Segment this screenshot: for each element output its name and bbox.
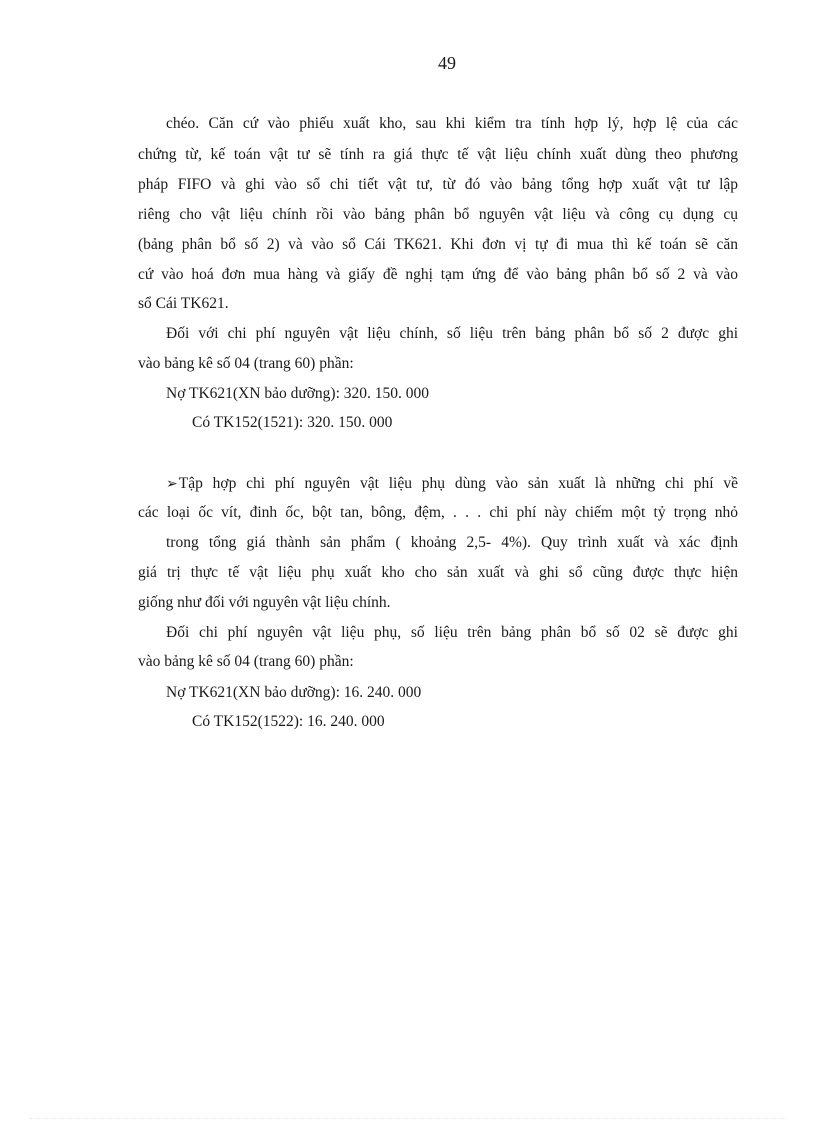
paragraph-line: vào bảng kê số 04 (trang 60) phần: bbox=[138, 355, 354, 372]
paragraph-line: Đối với chi phí nguyên vật liệu chính, số liệu trên bảng phân bổ số 2 được ghi bbox=[166, 325, 738, 342]
page-number: 49 bbox=[438, 53, 456, 73]
bullet-line bbox=[166, 474, 738, 495]
paragraph-line: giá trị thực tế vật liệu phụ xuất kho cho sản xuất và ghi sổ cũng được thực hiện bbox=[138, 564, 738, 581]
paragraph-line: các loại ốc vít, đinh ốc, bột tan, bông, đệm, . . . chi phí này chiếm một tỷ trọng nhỏ bbox=[138, 504, 738, 521]
arrow-bullet-icon: ➢ bbox=[166, 477, 178, 492]
paragraph-line: vào bảng kê số 04 (trang 60) phần: bbox=[138, 653, 354, 670]
paragraph-line: riêng cho vật liệu chính rồi vào bảng phân bổ nguyên vật liệu và công cụ dụng cụ bbox=[138, 206, 738, 223]
paragraph-line: trong tổng giá thành sản phẩm ( khoảng 2,5- 4%). Quy trình xuất và xác định bbox=[166, 534, 738, 551]
paragraph-line: giống như đối với nguyên vật liệu chính. bbox=[138, 594, 391, 611]
paragraph-line: Đối chi phí nguyên vật liệu phụ, số liệu trên bảng phân bổ số 02 sẽ được ghi bbox=[166, 624, 738, 641]
paragraph-line: cứ vào hoá đơn mua hàng và giấy đề nghị tạm ứng để vào bảng phân bổ số 2 và vào bbox=[138, 266, 738, 283]
page-bottom-border bbox=[30, 1118, 786, 1119]
paragraph-line: pháp FIFO và ghi vào sổ chi tiết vật tư, từ đó vào bảng tổng hợp xuất vật tư lập bbox=[138, 176, 738, 193]
paragraph-line: chứng từ, kế toán vật tư sẽ tính ra giá thực tế vật liệu chính xuất dùng theo phương bbox=[138, 146, 738, 163]
credit-entry: Có TK152(1521): 320. 150. 000 bbox=[192, 414, 393, 431]
paragraph-line: (bảng phân bổ số 2) và vào sổ Cái TK621. Khi đơn vị tự đi mua thì kế toán sẽ căn bbox=[138, 236, 738, 253]
debit-entry: Nợ TK621(XN bảo dưỡng): 320. 150. 000 bbox=[166, 385, 430, 402]
paragraph-line: Tập hợp chi phí nguyên vật liệu phụ dùng vào sản xuất là những chi phí về bbox=[178, 475, 738, 492]
debit-entry: Nợ TK621(XN bảo dưỡng): 16. 240. 000 bbox=[166, 684, 422, 701]
paragraph-line: sổ Cái TK621. bbox=[138, 295, 229, 312]
paragraph-line: chéo. Căn cứ vào phiếu xuất kho, sau khi kiểm tra tính hợp lý, hợp lệ của các bbox=[166, 115, 738, 132]
credit-entry: Có TK152(1522): 16. 240. 000 bbox=[192, 713, 385, 730]
